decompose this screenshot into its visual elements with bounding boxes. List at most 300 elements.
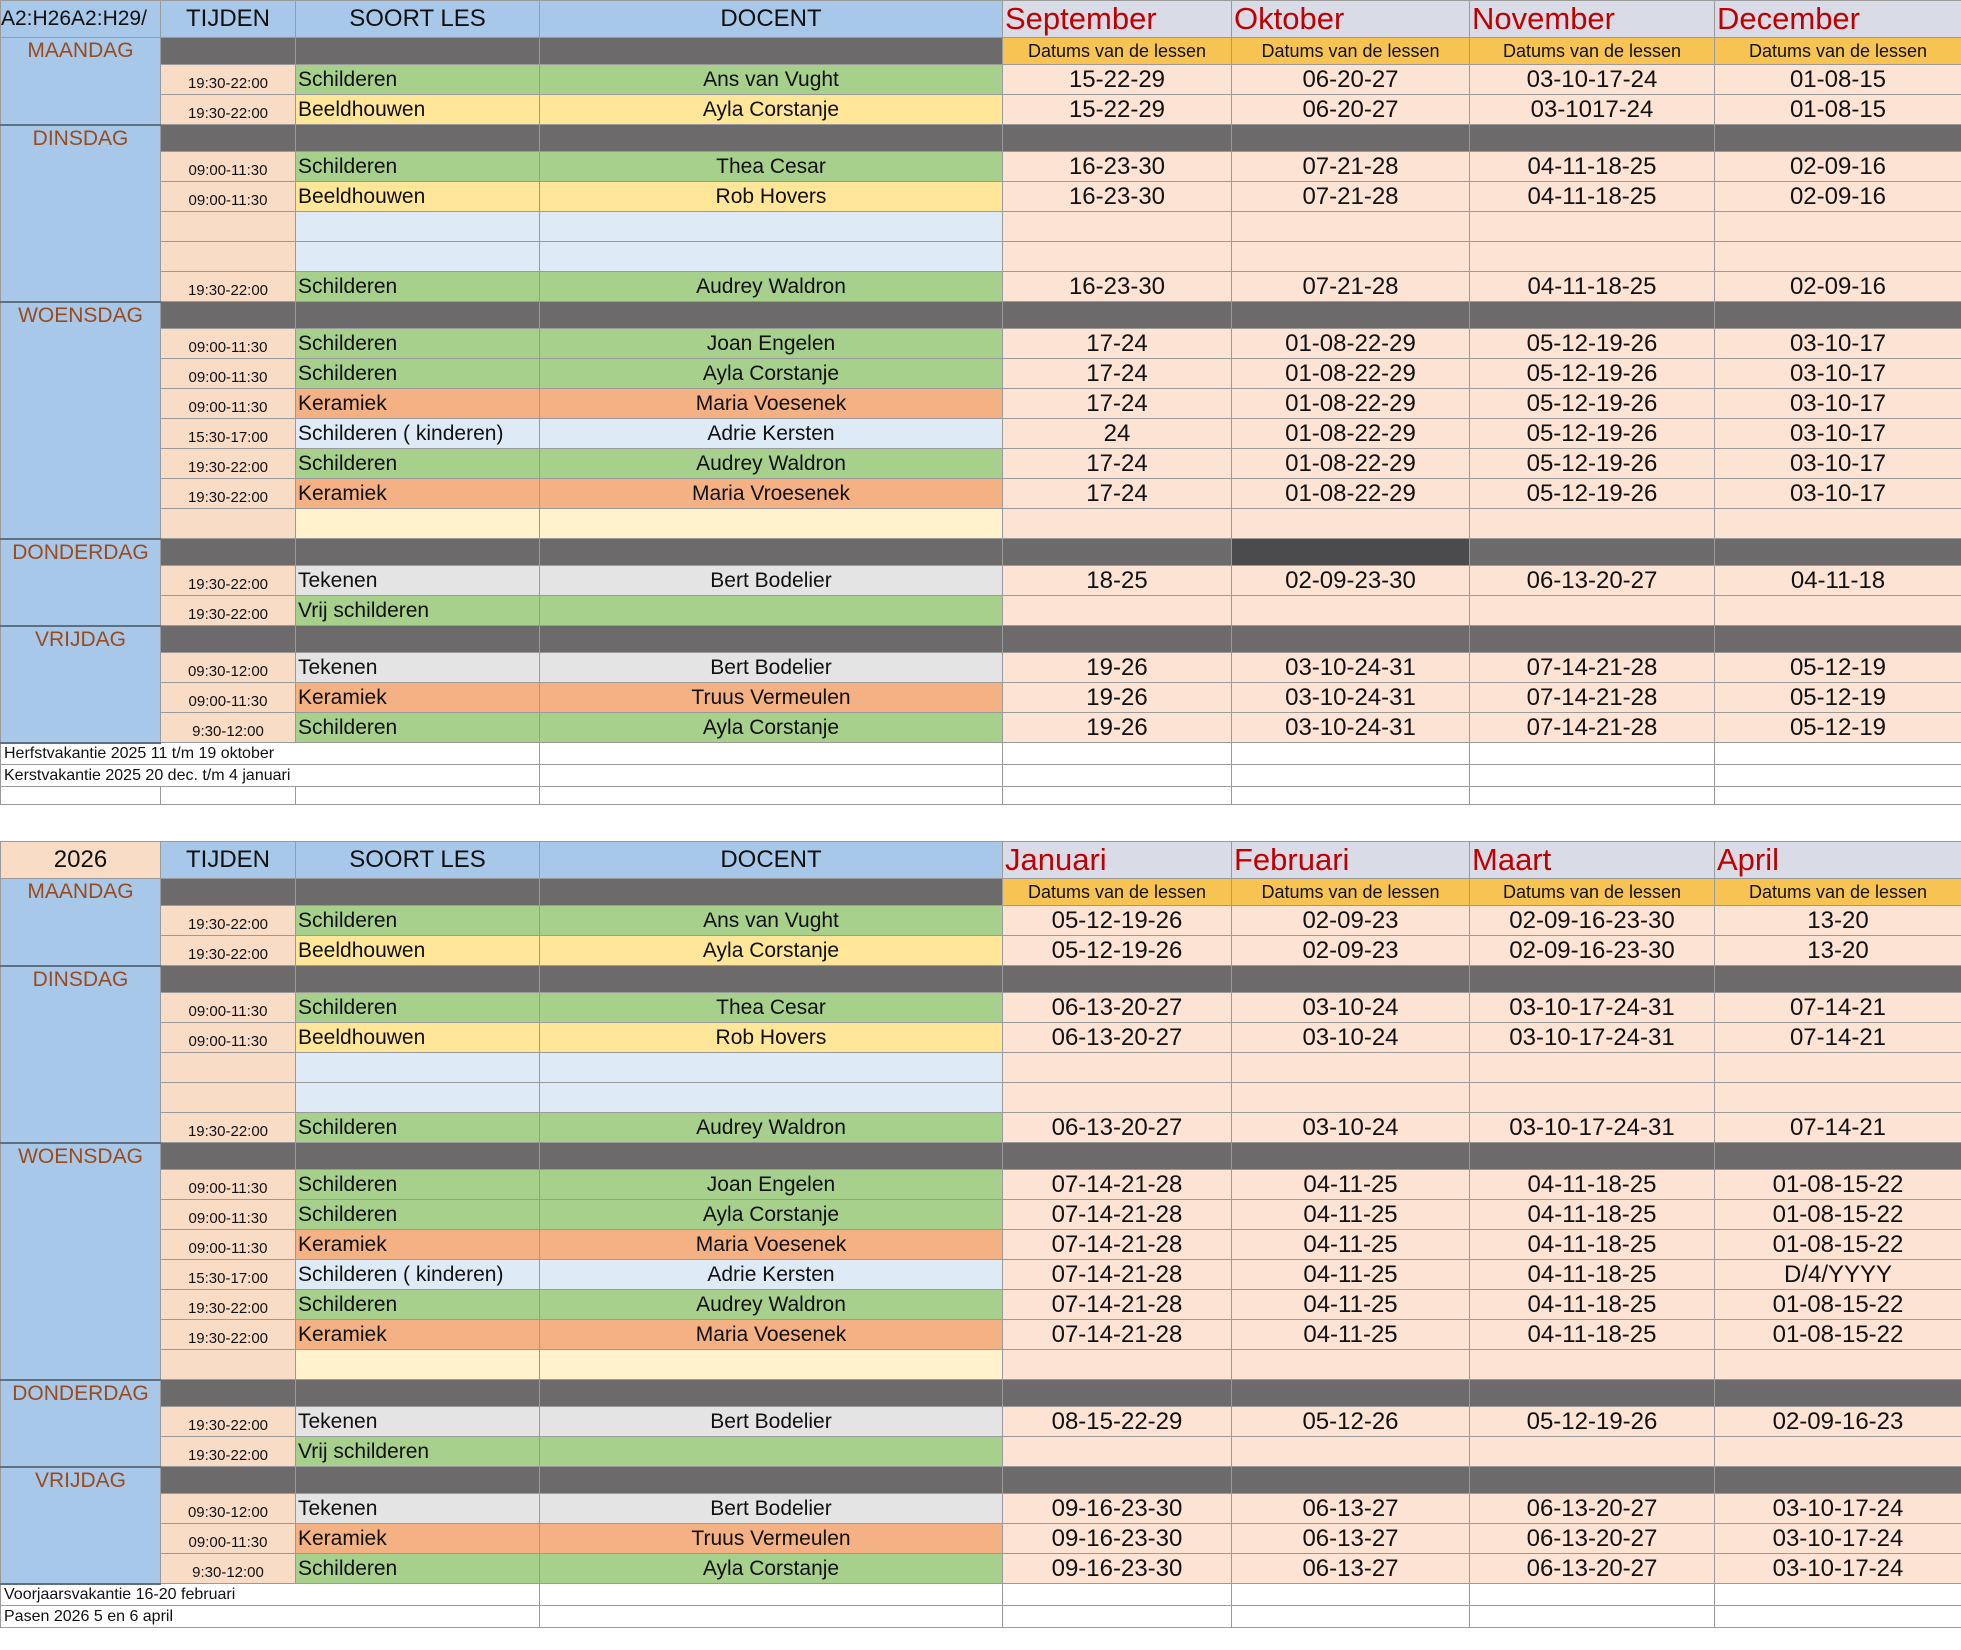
lesson-dates-cell[interactable] — [1715, 242, 1961, 272]
lesson-dates-cell[interactable] — [1470, 1083, 1715, 1113]
lesson-type-cell[interactable] — [296, 1053, 540, 1083]
month-header[interactable]: December — [1715, 1, 1961, 38]
lesson-dates-cell[interactable]: 04-11-18-25 — [1470, 1200, 1715, 1230]
lesson-dates-cell[interactable]: 03-10-24 — [1232, 993, 1470, 1023]
header-type[interactable]: SOORT LES — [296, 1, 540, 38]
lesson-dates-cell[interactable]: 06-13-27 — [1232, 1494, 1470, 1524]
time-cell[interactable]: 19:30-22:00 — [161, 1407, 296, 1437]
day-label[interactable] — [1, 539, 161, 626]
teacher-cell[interactable]: Maria Vroesenek — [540, 479, 1003, 509]
lesson-dates-cell[interactable]: 01-08-22-29 — [1232, 329, 1470, 359]
day-label[interactable] — [1, 125, 161, 302]
dates-label[interactable]: Datums van de lessen — [1003, 38, 1232, 65]
lesson-dates-cell[interactable]: 06-13-20-27 — [1470, 1494, 1715, 1524]
dates-label[interactable]: Datums van de lessen — [1715, 38, 1961, 65]
lesson-type-cell[interactable]: Keramiek — [296, 1320, 540, 1350]
lesson-dates-cell[interactable]: 03-10-17-24-31 — [1470, 993, 1715, 1023]
lesson-dates-cell[interactable]: 03-1017-24 — [1470, 95, 1715, 125]
lesson-dates-cell[interactable]: 04-11-18 — [1715, 566, 1961, 596]
lesson-dates-cell[interactable]: 07-14-21 — [1715, 1113, 1961, 1143]
teacher-cell[interactable]: Truus Vermeulen — [540, 1524, 1003, 1554]
lesson-type-cell[interactable]: Schilderen — [296, 152, 540, 182]
lesson-dates-cell[interactable]: 05-12-19-26 — [1003, 936, 1232, 966]
lesson-dates-cell[interactable]: 05-12-26 — [1232, 1407, 1470, 1437]
lesson-dates-cell[interactable]: 06-20-27 — [1232, 95, 1470, 125]
lesson-dates-cell[interactable]: 16-23-30 — [1003, 152, 1232, 182]
teacher-cell[interactable]: Audrey Waldron — [540, 272, 1003, 302]
corner-cell[interactable]: 2026 — [1, 842, 161, 879]
teacher-cell[interactable] — [540, 242, 1003, 272]
teacher-cell[interactable]: Audrey Waldron — [540, 1290, 1003, 1320]
teacher-cell[interactable]: Ans van Vught — [540, 906, 1003, 936]
day-label[interactable] — [1, 1467, 161, 1584]
teacher-cell[interactable]: Adrie Kersten — [540, 1260, 1003, 1290]
lesson-dates-cell[interactable]: 06-13-20-27 — [1470, 1524, 1715, 1554]
lesson-dates-cell[interactable]: 06-13-20-27 — [1470, 566, 1715, 596]
time-cell[interactable]: 19:30-22:00 — [161, 65, 296, 95]
teacher-cell[interactable]: Ans van Vught — [540, 65, 1003, 95]
lesson-type-cell[interactable]: Schilderen ( kinderen) — [296, 419, 540, 449]
lesson-type-cell[interactable]: Schilderen — [296, 1554, 540, 1584]
lesson-dates-cell[interactable]: 01-08-22-29 — [1232, 359, 1470, 389]
lesson-type-cell[interactable]: Keramiek — [296, 479, 540, 509]
lesson-type-cell[interactable]: Vrij schilderen — [296, 596, 540, 626]
lesson-dates-cell[interactable]: 04-11-25 — [1232, 1230, 1470, 1260]
time-cell[interactable]: 19:30-22:00 — [161, 1320, 296, 1350]
lesson-type-cell[interactable]: Schilderen ( kinderen) — [296, 1260, 540, 1290]
teacher-cell[interactable]: Ayla Corstanje — [540, 1200, 1003, 1230]
month-header[interactable]: Januari — [1003, 842, 1232, 879]
teacher-cell[interactable]: Truus Vermeulen — [540, 683, 1003, 713]
time-cell[interactable] — [161, 212, 296, 242]
lesson-type-cell[interactable]: Tekenen — [296, 653, 540, 683]
lesson-type-cell[interactable]: Schilderen — [296, 65, 540, 95]
teacher-cell[interactable]: Bert Bodelier — [540, 1407, 1003, 1437]
lesson-dates-cell[interactable]: 08-15-22-29 — [1003, 1407, 1232, 1437]
lesson-dates-cell[interactable]: 07-14-21-28 — [1470, 653, 1715, 683]
teacher-cell[interactable]: Ayla Corstanje — [540, 359, 1003, 389]
lesson-dates-cell[interactable]: 24 — [1003, 419, 1232, 449]
lesson-type-cell[interactable] — [296, 1350, 540, 1380]
header-times[interactable]: TIJDEN — [161, 842, 296, 879]
lesson-dates-cell[interactable] — [1232, 1437, 1470, 1467]
lesson-dates-cell[interactable]: 02-09-16 — [1715, 152, 1961, 182]
time-cell[interactable] — [161, 242, 296, 272]
day-label[interactable] — [1, 626, 161, 743]
lesson-dates-cell[interactable]: 03-10-17-24 — [1715, 1494, 1961, 1524]
lesson-dates-cell[interactable]: 04-11-18-25 — [1470, 1170, 1715, 1200]
lesson-dates-cell[interactable]: 19-26 — [1003, 713, 1232, 743]
header-teacher[interactable]: DOCENT — [540, 1, 1003, 38]
teacher-cell[interactable] — [540, 1083, 1003, 1113]
lesson-type-cell[interactable]: Tekenen — [296, 1407, 540, 1437]
teacher-cell[interactable]: Ayla Corstanje — [540, 936, 1003, 966]
time-cell[interactable]: 09:00-11:30 — [161, 359, 296, 389]
time-cell[interactable]: 09:00-11:30 — [161, 1023, 296, 1053]
time-cell[interactable]: 9:30-12:00 — [161, 1554, 296, 1584]
lesson-dates-cell[interactable] — [1003, 596, 1232, 626]
lesson-dates-cell[interactable]: 05-12-19-26 — [1470, 389, 1715, 419]
time-cell[interactable]: 09:30-12:00 — [161, 1494, 296, 1524]
teacher-cell[interactable] — [540, 212, 1003, 242]
month-header[interactable]: April — [1715, 842, 1961, 879]
time-cell[interactable]: 9:30-12:00 — [161, 713, 296, 743]
teacher-cell[interactable]: Maria Voesenek — [540, 389, 1003, 419]
lesson-dates-cell[interactable]: 17-24 — [1003, 449, 1232, 479]
lesson-dates-cell[interactable] — [1003, 1350, 1232, 1380]
lesson-dates-cell[interactable]: 04-11-18-25 — [1470, 182, 1715, 212]
lesson-dates-cell[interactable] — [1003, 1053, 1232, 1083]
lesson-type-cell[interactable]: Schilderen — [296, 449, 540, 479]
lesson-dates-cell[interactable]: 03-10-17 — [1715, 449, 1961, 479]
lesson-dates-cell[interactable]: 07-14-21-28 — [1003, 1200, 1232, 1230]
day-label[interactable] — [1, 302, 161, 539]
teacher-cell[interactable]: Maria Voesenek — [540, 1230, 1003, 1260]
teacher-cell[interactable]: Ayla Corstanje — [540, 95, 1003, 125]
lesson-dates-cell[interactable]: 17-24 — [1003, 389, 1232, 419]
lesson-dates-cell[interactable]: 13-20 — [1715, 936, 1961, 966]
time-cell[interactable]: 09:00-11:30 — [161, 1200, 296, 1230]
lesson-dates-cell[interactable]: 04-11-18-25 — [1470, 1290, 1715, 1320]
lesson-dates-cell[interactable] — [1232, 1053, 1470, 1083]
lesson-dates-cell[interactable]: 07-14-21-28 — [1003, 1260, 1232, 1290]
day-label[interactable] — [1, 38, 161, 125]
dates-label[interactable]: Datums van de lessen — [1232, 38, 1470, 65]
lesson-dates-cell[interactable]: 09-16-23-30 — [1003, 1494, 1232, 1524]
lesson-dates-cell[interactable]: 16-23-30 — [1003, 272, 1232, 302]
time-cell[interactable]: 15:30-17:00 — [161, 1260, 296, 1290]
time-cell[interactable]: 09:00-11:30 — [161, 329, 296, 359]
time-cell[interactable]: 19:30-22:00 — [161, 272, 296, 302]
lesson-dates-cell[interactable] — [1470, 242, 1715, 272]
lesson-type-cell[interactable]: Schilderen — [296, 1113, 540, 1143]
teacher-cell[interactable]: Rob Hovers — [540, 182, 1003, 212]
lesson-dates-cell[interactable] — [1003, 212, 1232, 242]
lesson-dates-cell[interactable] — [1470, 1437, 1715, 1467]
lesson-dates-cell[interactable]: 07-14-21-28 — [1470, 683, 1715, 713]
lesson-dates-cell[interactable]: 09-16-23-30 — [1003, 1554, 1232, 1584]
lesson-dates-cell[interactable]: 03-10-17-24 — [1715, 1554, 1961, 1584]
time-cell[interactable]: 19:30-22:00 — [161, 449, 296, 479]
lesson-dates-cell[interactable]: 02-09-23-30 — [1232, 566, 1470, 596]
teacher-cell[interactable]: Bert Bodelier — [540, 653, 1003, 683]
day-label[interactable] — [1, 966, 161, 1143]
lesson-dates-cell[interactable]: 03-10-24-31 — [1232, 713, 1470, 743]
lesson-dates-cell[interactable]: 02-09-23 — [1232, 906, 1470, 936]
month-header[interactable]: Februari — [1232, 842, 1470, 879]
teacher-cell[interactable]: Thea Cesar — [540, 152, 1003, 182]
lesson-dates-cell[interactable]: 07-21-28 — [1232, 182, 1470, 212]
lesson-dates-cell[interactable] — [1003, 1083, 1232, 1113]
lesson-dates-cell[interactable]: 03-10-17 — [1715, 479, 1961, 509]
lesson-dates-cell[interactable]: 04-11-25 — [1232, 1320, 1470, 1350]
dates-label[interactable]: Datums van de lessen — [1715, 879, 1961, 906]
lesson-dates-cell[interactable]: 05-12-19 — [1715, 683, 1961, 713]
time-cell[interactable] — [161, 1350, 296, 1380]
header-teacher[interactable]: DOCENT — [540, 842, 1003, 879]
lesson-type-cell[interactable]: Keramiek — [296, 1524, 540, 1554]
time-cell[interactable] — [161, 509, 296, 539]
dates-label[interactable]: Datums van de lessen — [1470, 38, 1715, 65]
lesson-dates-cell[interactable] — [1470, 509, 1715, 539]
lesson-type-cell[interactable] — [296, 242, 540, 272]
lesson-dates-cell[interactable]: 17-24 — [1003, 329, 1232, 359]
lesson-dates-cell[interactable] — [1715, 1350, 1961, 1380]
lesson-dates-cell[interactable]: 07-14-21 — [1715, 993, 1961, 1023]
lesson-dates-cell[interactable] — [1232, 509, 1470, 539]
lesson-type-cell[interactable]: Schilderen — [296, 1170, 540, 1200]
lesson-dates-cell[interactable]: 06-13-27 — [1232, 1554, 1470, 1584]
time-cell[interactable]: 09:00-11:30 — [161, 683, 296, 713]
lesson-type-cell[interactable]: Keramiek — [296, 389, 540, 419]
lesson-type-cell[interactable]: Beeldhouwen — [296, 936, 540, 966]
lesson-type-cell[interactable] — [296, 1083, 540, 1113]
time-cell[interactable]: 19:30-22:00 — [161, 1290, 296, 1320]
teacher-cell[interactable]: Joan Engelen — [540, 1170, 1003, 1200]
time-cell[interactable] — [161, 1053, 296, 1083]
time-cell[interactable]: 09:00-11:30 — [161, 1230, 296, 1260]
lesson-dates-cell[interactable]: 07-14-21-28 — [1003, 1170, 1232, 1200]
teacher-cell[interactable]: Thea Cesar — [540, 993, 1003, 1023]
lesson-dates-cell[interactable] — [1232, 212, 1470, 242]
lesson-dates-cell[interactable]: 05-12-19-26 — [1470, 329, 1715, 359]
lesson-type-cell[interactable] — [296, 509, 540, 539]
teacher-cell[interactable]: Rob Hovers — [540, 1023, 1003, 1053]
time-cell[interactable]: 19:30-22:00 — [161, 566, 296, 596]
lesson-type-cell[interactable]: Schilderen — [296, 1200, 540, 1230]
month-header[interactable]: November — [1470, 1, 1715, 38]
lesson-type-cell[interactable]: Keramiek — [296, 1230, 540, 1260]
day-label[interactable] — [1, 1380, 161, 1467]
lesson-dates-cell[interactable]: 04-11-25 — [1232, 1200, 1470, 1230]
lesson-type-cell[interactable]: Schilderen — [296, 906, 540, 936]
dates-label[interactable]: Datums van de lessen — [1232, 879, 1470, 906]
dates-label[interactable]: Datums van de lessen — [1003, 879, 1232, 906]
lesson-dates-cell[interactable]: 15-22-29 — [1003, 95, 1232, 125]
lesson-dates-cell[interactable]: 13-20 — [1715, 906, 1961, 936]
time-cell[interactable]: 19:30-22:00 — [161, 1437, 296, 1467]
lesson-type-cell[interactable]: Beeldhouwen — [296, 1023, 540, 1053]
lesson-dates-cell[interactable]: 09-16-23-30 — [1003, 1524, 1232, 1554]
lesson-dates-cell[interactable] — [1232, 1350, 1470, 1380]
day-label[interactable] — [1, 879, 161, 966]
time-cell[interactable]: 19:30-22:00 — [161, 906, 296, 936]
lesson-dates-cell[interactable] — [1232, 1083, 1470, 1113]
time-cell[interactable]: 19:30-22:00 — [161, 479, 296, 509]
time-cell[interactable]: 19:30-22:00 — [161, 1113, 296, 1143]
lesson-type-cell[interactable]: Schilderen — [296, 1290, 540, 1320]
lesson-dates-cell[interactable]: 06-13-20-27 — [1003, 1113, 1232, 1143]
time-cell[interactable] — [161, 1083, 296, 1113]
lesson-dates-cell[interactable]: 06-13-20-27 — [1003, 1023, 1232, 1053]
lesson-type-cell[interactable]: Schilderen — [296, 993, 540, 1023]
teacher-cell[interactable] — [540, 1350, 1003, 1380]
lesson-type-cell[interactable]: Beeldhouwen — [296, 95, 540, 125]
lesson-dates-cell[interactable]: 03-10-24-31 — [1232, 683, 1470, 713]
lesson-type-cell[interactable]: Tekenen — [296, 1494, 540, 1524]
lesson-type-cell[interactable] — [296, 212, 540, 242]
time-cell[interactable]: 09:00-11:30 — [161, 1170, 296, 1200]
lesson-dates-cell[interactable]: 03-10-17 — [1715, 419, 1961, 449]
lesson-dates-cell[interactable]: 02-09-16-23-30 — [1470, 936, 1715, 966]
month-header[interactable]: Oktober — [1232, 1, 1470, 38]
time-cell[interactable]: 19:30-22:00 — [161, 596, 296, 626]
teacher-cell[interactable]: Ayla Corstanje — [540, 1554, 1003, 1584]
time-cell[interactable]: 09:00-11:30 — [161, 993, 296, 1023]
time-cell[interactable]: 09:30-12:00 — [161, 653, 296, 683]
teacher-cell[interactable] — [540, 1437, 1003, 1467]
lesson-dates-cell[interactable]: 01-08-15 — [1715, 95, 1961, 125]
lesson-dates-cell[interactable]: 01-08-15-22 — [1715, 1200, 1961, 1230]
lesson-dates-cell[interactable]: 05-12-19 — [1715, 653, 1961, 683]
lesson-dates-cell[interactable] — [1715, 212, 1961, 242]
header-times[interactable]: TIJDEN — [161, 1, 296, 38]
lesson-dates-cell[interactable]: 05-12-19-26 — [1470, 449, 1715, 479]
teacher-cell[interactable] — [540, 1053, 1003, 1083]
day-label[interactable] — [1, 1143, 161, 1380]
teacher-cell[interactable]: Adrie Kersten — [540, 419, 1003, 449]
lesson-dates-cell[interactable]: 01-08-15-22 — [1715, 1170, 1961, 1200]
header-type[interactable]: SOORT LES — [296, 842, 540, 879]
teacher-cell[interactable]: Audrey Waldron — [540, 449, 1003, 479]
lesson-dates-cell[interactable] — [1715, 509, 1961, 539]
lesson-dates-cell[interactable]: 04-11-25 — [1232, 1260, 1470, 1290]
lesson-dates-cell[interactable]: 15-22-29 — [1003, 65, 1232, 95]
lesson-dates-cell[interactable]: 03-10-24-31 — [1232, 653, 1470, 683]
month-header[interactable]: Maart — [1470, 842, 1715, 879]
lesson-dates-cell[interactable]: 19-26 — [1003, 683, 1232, 713]
lesson-dates-cell[interactable] — [1470, 596, 1715, 626]
lesson-type-cell[interactable]: Vrij schilderen — [296, 1437, 540, 1467]
lesson-dates-cell[interactable]: 01-08-15-22 — [1715, 1290, 1961, 1320]
lesson-type-cell[interactable]: Schilderen — [296, 329, 540, 359]
lesson-dates-cell[interactable]: 01-08-15-22 — [1715, 1230, 1961, 1260]
lesson-dates-cell[interactable]: 04-11-18-25 — [1470, 1260, 1715, 1290]
time-cell[interactable]: 19:30-22:00 — [161, 95, 296, 125]
lesson-dates-cell[interactable]: 03-10-24 — [1232, 1113, 1470, 1143]
lesson-dates-cell[interactable]: 03-10-17 — [1715, 359, 1961, 389]
lesson-dates-cell[interactable]: 17-24 — [1003, 479, 1232, 509]
lesson-dates-cell[interactable]: D/4/YYYY — [1715, 1260, 1961, 1290]
lesson-dates-cell[interactable]: 07-14-21-28 — [1003, 1230, 1232, 1260]
lesson-dates-cell[interactable]: 04-11-25 — [1232, 1170, 1470, 1200]
lesson-dates-cell[interactable] — [1232, 242, 1470, 272]
lesson-dates-cell[interactable]: 02-09-16-23-30 — [1470, 906, 1715, 936]
lesson-dates-cell[interactable]: 07-14-21-28 — [1003, 1320, 1232, 1350]
lesson-dates-cell[interactable]: 03-10-17-24 — [1470, 65, 1715, 95]
corner-cell[interactable]: A2:H26A2:H29/ — [1, 1, 161, 38]
lesson-dates-cell[interactable]: 03-10-17-24-31 — [1470, 1023, 1715, 1053]
lesson-dates-cell[interactable]: 01-08-15-22 — [1715, 1320, 1961, 1350]
lesson-dates-cell[interactable] — [1003, 509, 1232, 539]
lesson-dates-cell[interactable]: 17-24 — [1003, 359, 1232, 389]
month-header[interactable]: September — [1003, 1, 1232, 38]
lesson-dates-cell[interactable]: 06-20-27 — [1232, 65, 1470, 95]
lesson-dates-cell[interactable]: 07-21-28 — [1232, 152, 1470, 182]
lesson-dates-cell[interactable] — [1715, 1053, 1961, 1083]
lesson-type-cell[interactable]: Beeldhouwen — [296, 182, 540, 212]
teacher-cell[interactable]: Ayla Corstanje — [540, 713, 1003, 743]
lesson-type-cell[interactable]: Schilderen — [296, 359, 540, 389]
dates-label[interactable]: Datums van de lessen — [1470, 879, 1715, 906]
lesson-dates-cell[interactable] — [1003, 1437, 1232, 1467]
lesson-dates-cell[interactable] — [1715, 1083, 1961, 1113]
lesson-dates-cell[interactable]: 18-25 — [1003, 566, 1232, 596]
lesson-dates-cell[interactable]: 07-14-21-28 — [1003, 1290, 1232, 1320]
lesson-dates-cell[interactable] — [1470, 212, 1715, 242]
teacher-cell[interactable]: Maria Voesenek — [540, 1320, 1003, 1350]
lesson-dates-cell[interactable]: 06-13-27 — [1232, 1524, 1470, 1554]
lesson-dates-cell[interactable]: 01-08-22-29 — [1232, 479, 1470, 509]
lesson-dates-cell[interactable]: 07-14-21-28 — [1470, 713, 1715, 743]
lesson-dates-cell[interactable]: 03-10-17 — [1715, 389, 1961, 419]
lesson-dates-cell[interactable]: 05-12-19-26 — [1003, 906, 1232, 936]
lesson-dates-cell[interactable]: 07-14-21 — [1715, 1023, 1961, 1053]
lesson-type-cell[interactable]: Tekenen — [296, 566, 540, 596]
lesson-type-cell[interactable]: Schilderen — [296, 713, 540, 743]
lesson-dates-cell[interactable]: 07-21-28 — [1232, 272, 1470, 302]
lesson-dates-cell[interactable]: 06-13-20-27 — [1003, 993, 1232, 1023]
lesson-dates-cell[interactable]: 04-11-18-25 — [1470, 272, 1715, 302]
teacher-cell[interactable] — [540, 509, 1003, 539]
lesson-dates-cell[interactable]: 02-09-16 — [1715, 272, 1961, 302]
lesson-dates-cell[interactable]: 05-12-19-26 — [1470, 1407, 1715, 1437]
lesson-dates-cell[interactable]: 01-08-22-29 — [1232, 419, 1470, 449]
lesson-dates-cell[interactable]: 03-10-17-24-31 — [1470, 1113, 1715, 1143]
lesson-dates-cell[interactable]: 03-10-17 — [1715, 329, 1961, 359]
lesson-dates-cell[interactable]: 01-08-22-29 — [1232, 389, 1470, 419]
lesson-dates-cell[interactable]: 04-11-18-25 — [1470, 1230, 1715, 1260]
lesson-dates-cell[interactable]: 04-11-18-25 — [1470, 1320, 1715, 1350]
lesson-dates-cell[interactable]: 03-10-17-24 — [1715, 1524, 1961, 1554]
lesson-dates-cell[interactable]: 03-10-24 — [1232, 1023, 1470, 1053]
lesson-dates-cell[interactable]: 02-09-16-23 — [1715, 1407, 1961, 1437]
lesson-dates-cell[interactable] — [1232, 596, 1470, 626]
lesson-dates-cell[interactable] — [1470, 1350, 1715, 1380]
lesson-dates-cell[interactable]: 05-12-19-26 — [1470, 419, 1715, 449]
time-cell[interactable]: 09:00-11:30 — [161, 389, 296, 419]
time-cell[interactable]: 15:30-17:00 — [161, 419, 296, 449]
time-cell[interactable]: 09:00-11:30 — [161, 1524, 296, 1554]
lesson-dates-cell[interactable]: 06-13-20-27 — [1470, 1554, 1715, 1584]
lesson-dates-cell[interactable]: 02-09-23 — [1232, 936, 1470, 966]
time-cell[interactable]: 09:00-11:30 — [161, 152, 296, 182]
teacher-cell[interactable]: Bert Bodelier — [540, 566, 1003, 596]
lesson-dates-cell[interactable] — [1715, 1437, 1961, 1467]
lesson-dates-cell[interactable]: 01-08-22-29 — [1232, 449, 1470, 479]
lesson-dates-cell[interactable] — [1003, 242, 1232, 272]
lesson-type-cell[interactable]: Keramiek — [296, 683, 540, 713]
lesson-dates-cell[interactable] — [1715, 596, 1961, 626]
lesson-dates-cell[interactable]: 05-12-19-26 — [1470, 359, 1715, 389]
teacher-cell[interactable]: Audrey Waldron — [540, 1113, 1003, 1143]
lesson-dates-cell[interactable]: 02-09-16 — [1715, 182, 1961, 212]
time-cell[interactable]: 09:00-11:30 — [161, 182, 296, 212]
teacher-cell[interactable]: Joan Engelen — [540, 329, 1003, 359]
lesson-type-cell[interactable]: Schilderen — [296, 272, 540, 302]
lesson-dates-cell[interactable] — [1470, 1053, 1715, 1083]
time-cell[interactable]: 19:30-22:00 — [161, 936, 296, 966]
lesson-dates-cell[interactable]: 05-12-19 — [1715, 713, 1961, 743]
teacher-cell[interactable]: Bert Bodelier — [540, 1494, 1003, 1524]
lesson-dates-cell[interactable]: 19-26 — [1003, 653, 1232, 683]
lesson-dates-cell[interactable]: 04-11-18-25 — [1470, 152, 1715, 182]
lesson-dates-cell[interactable]: 16-23-30 — [1003, 182, 1232, 212]
lesson-dates-cell[interactable]: 04-11-25 — [1232, 1290, 1470, 1320]
lesson-dates-cell[interactable]: 01-08-15 — [1715, 65, 1961, 95]
teacher-cell[interactable] — [540, 596, 1003, 626]
lesson-dates-cell[interactable]: 05-12-19-26 — [1470, 479, 1715, 509]
